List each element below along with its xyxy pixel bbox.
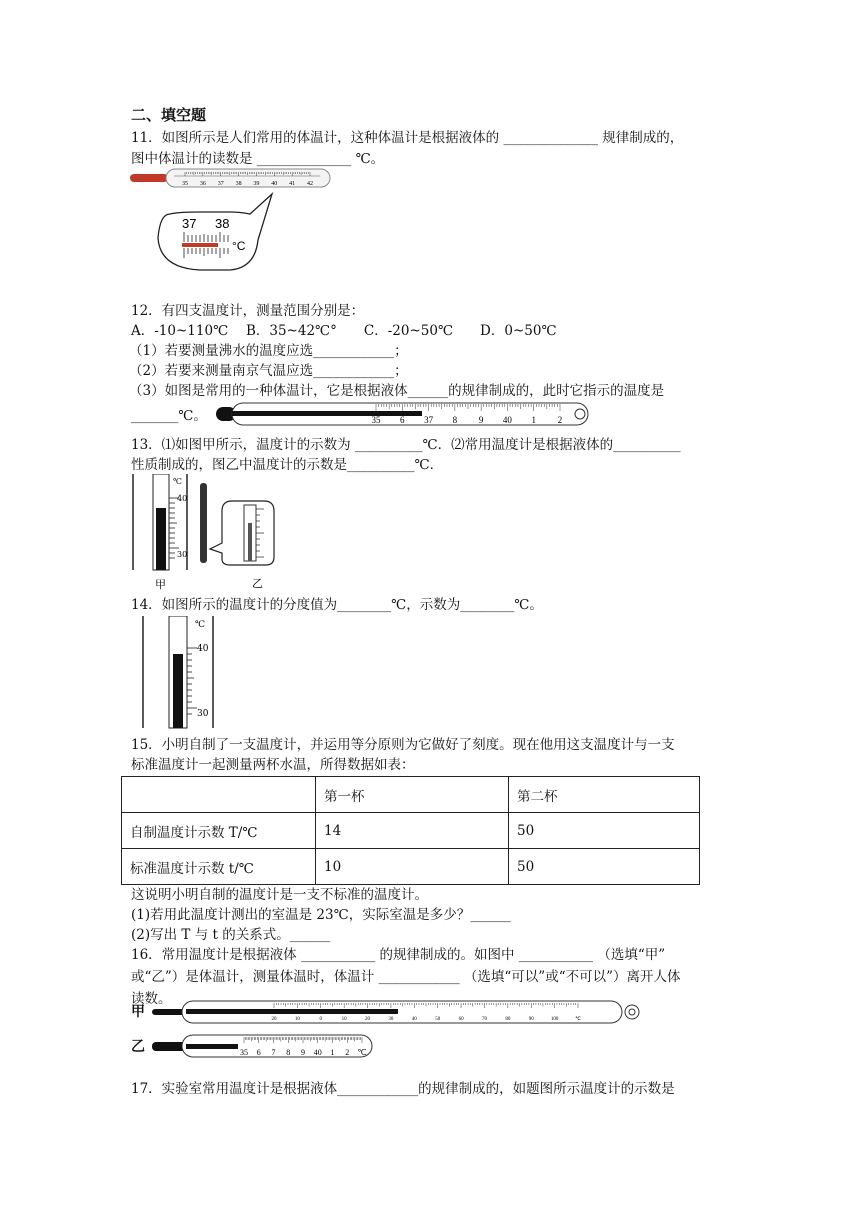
scale-tick-label: 39: [253, 181, 260, 187]
scale-tick-label: 6: [256, 1048, 261, 1057]
scale-tick-label: 37: [424, 415, 434, 425]
scale-tick-label: 20: [365, 1017, 371, 1022]
q11-zoom-tick-0: 37: [182, 216, 197, 231]
q14-line1: 14．如图所示的温度计的分度值为________℃，示数为________℃。: [131, 597, 543, 613]
q11-zoom-unit: °C: [232, 239, 246, 253]
scale-tick-label: 35: [240, 1048, 248, 1057]
table-header-cell: 第一杯: [316, 777, 509, 813]
q12-thermometer-figure: [216, 401, 594, 427]
scale-tick-label: 2: [345, 1048, 350, 1057]
q15-after1: 这说明小明自制的温度计是一支不标准的温度计。: [131, 887, 428, 903]
table-cell: 50: [509, 813, 700, 849]
table-row: [122, 813, 700, 849]
table-cell: 14: [316, 813, 509, 849]
table-header-cell: [122, 777, 316, 813]
q16-line3: 读数。: [131, 991, 172, 1007]
scale-tick-label: 8: [452, 415, 458, 425]
scale-tick-label: 0: [319, 1017, 323, 1022]
scale-tick-label: 35: [371, 415, 381, 425]
table-cell: 50: [509, 849, 700, 885]
q15-data-table: [121, 776, 700, 885]
q16-yi-scale-numbers: [240, 1048, 367, 1057]
scale-tick-label: 50: [435, 1017, 441, 1022]
scale-tick-label: 80: [505, 1017, 511, 1022]
q12-options: A．-10~110℃ B．35~42℃° C．-20~50℃ D．0~50℃: [131, 323, 557, 339]
q15-after2: (1)若用此温度计测出的室温是 23℃，实际室温是多少？______: [131, 907, 511, 923]
scale-tick-label: 9: [478, 415, 484, 425]
q11-line2: 图中体温计的读数是 ______________ ℃。: [131, 151, 385, 167]
scale-tick-label: 90: [528, 1017, 534, 1022]
q16-jia-thermometer: [152, 998, 644, 1028]
q11-line1: 11．如图所示是人们常用的体温计，这种体温计是根据液体的 ______________ 规律制成的，: [131, 130, 684, 146]
scale-tick-label: 70: [481, 1017, 487, 1022]
q14-unit: ℃: [195, 620, 206, 630]
scale-tick-label: 100: [550, 1017, 559, 1022]
scale-tick-label: 2: [557, 415, 563, 425]
q15-after3: (2)写出 T 与 t 的关系式。______: [131, 927, 331, 943]
scale-tick-label: 10: [341, 1017, 347, 1022]
scale-tick-label: 10: [294, 1017, 300, 1022]
q13-line1: 13．⑴如图甲所示，温度计的示数为 __________℃．⑵常用温度计是根据液体的__________: [131, 437, 681, 453]
q16-line1: 16．常用温度计是根据液体 ___________ 的规律制成的。如图中 ___________ （选填“甲”: [131, 947, 666, 963]
scale-tick-label: ℃: [575, 1017, 581, 1022]
q12-sub3b: _______℃。: [131, 408, 207, 424]
q13-jia-tick-30: 30: [177, 550, 188, 559]
table-header-cell: 第二杯: [509, 777, 700, 813]
scale-tick-label: 6: [400, 415, 405, 425]
q14-thermometer-figure: [141, 616, 217, 730]
scale-tick-label: 7: [271, 1048, 276, 1057]
scale-tick-label: 42: [307, 181, 313, 187]
q13-jia-unit: ℃: [173, 477, 182, 486]
q14-tick-30: 30: [197, 709, 209, 719]
scale-tick-label: 20: [271, 1017, 277, 1022]
scale-tick-label: 41: [289, 181, 296, 187]
q11-zoom-tick-1: 38: [215, 216, 230, 231]
scale-tick-label: 60: [458, 1017, 464, 1022]
scale-tick-label: 38: [235, 181, 242, 187]
q13-label-yi: 乙: [252, 577, 263, 590]
scale-tick-label: 36: [199, 181, 206, 187]
scale-tick-label: 40: [502, 415, 512, 425]
scale-tick-label: 40: [411, 1017, 417, 1022]
table-cell: 10: [316, 849, 509, 885]
q16-yi-thermometer: [152, 1033, 376, 1061]
scale-tick-label: 9: [301, 1048, 305, 1057]
q13-jia-tick-40: 40: [177, 494, 188, 503]
table-cell: 自制温度计示数 T/℃: [122, 813, 316, 849]
q12-sub2: （2）若要来测量南京气温应选____________；: [129, 363, 408, 379]
scale-tick-label: 1: [531, 415, 536, 425]
q12-sub1: （1）若要测量沸水的温度应选____________；: [129, 343, 408, 359]
q11-thermometer-figure: [130, 168, 340, 272]
scale-tick-label: 37: [217, 181, 224, 187]
scale-tick-label: 1: [330, 1048, 335, 1057]
q13-label-jia: 甲: [155, 578, 166, 591]
q13-jia-thermometer: [131, 474, 191, 592]
table-row: [122, 849, 700, 885]
table-header-row: [122, 777, 700, 813]
q13-yi-thermometer: [198, 483, 280, 593]
scale-tick-label: 40: [313, 1048, 322, 1057]
q15-line2: 标准温度计一起测量两杯水温，所得数据如表：: [131, 757, 415, 773]
q12-line1: 12．有四支温度计，测量范围分别是：: [131, 303, 365, 319]
q12-sub3: （3）如图是常用的一种体温计，它是根据液体______的规律制成的，此时它指示的温度是: [129, 383, 665, 399]
section-title: 二、填空题: [131, 106, 207, 124]
scale-tick-label: 40: [271, 181, 278, 187]
table-cell: 标准温度计示数 t/℃: [122, 849, 316, 885]
scale-tick-label: 8: [286, 1048, 291, 1057]
scale-tick-label: 30: [388, 1017, 394, 1022]
q15-line1: 15．小明自制了一支温度计，并运用等分原则为它做好了刻度。现在他用这支温度计与一支: [131, 737, 675, 753]
q17-line1: 17．实验室常用温度计是根据液体____________的规律制成的，如题图所示温度计的示数是: [131, 1081, 675, 1097]
q14-tick-40: 40: [197, 644, 209, 654]
scale-tick-label: 35: [182, 181, 188, 187]
scale-tick-label: ℃: [357, 1048, 367, 1057]
q13-line2: 性质制成的，图乙中温度计的示数是__________℃．: [131, 457, 444, 473]
q16-label-jia: 甲: [131, 1004, 145, 1020]
q16-label-yi: 乙: [131, 1039, 145, 1055]
q16-line2: 或“乙”）是体温计，测量体温时，体温计 ____________ （选填“可以”或“不可以”）离开人体: [131, 969, 681, 985]
